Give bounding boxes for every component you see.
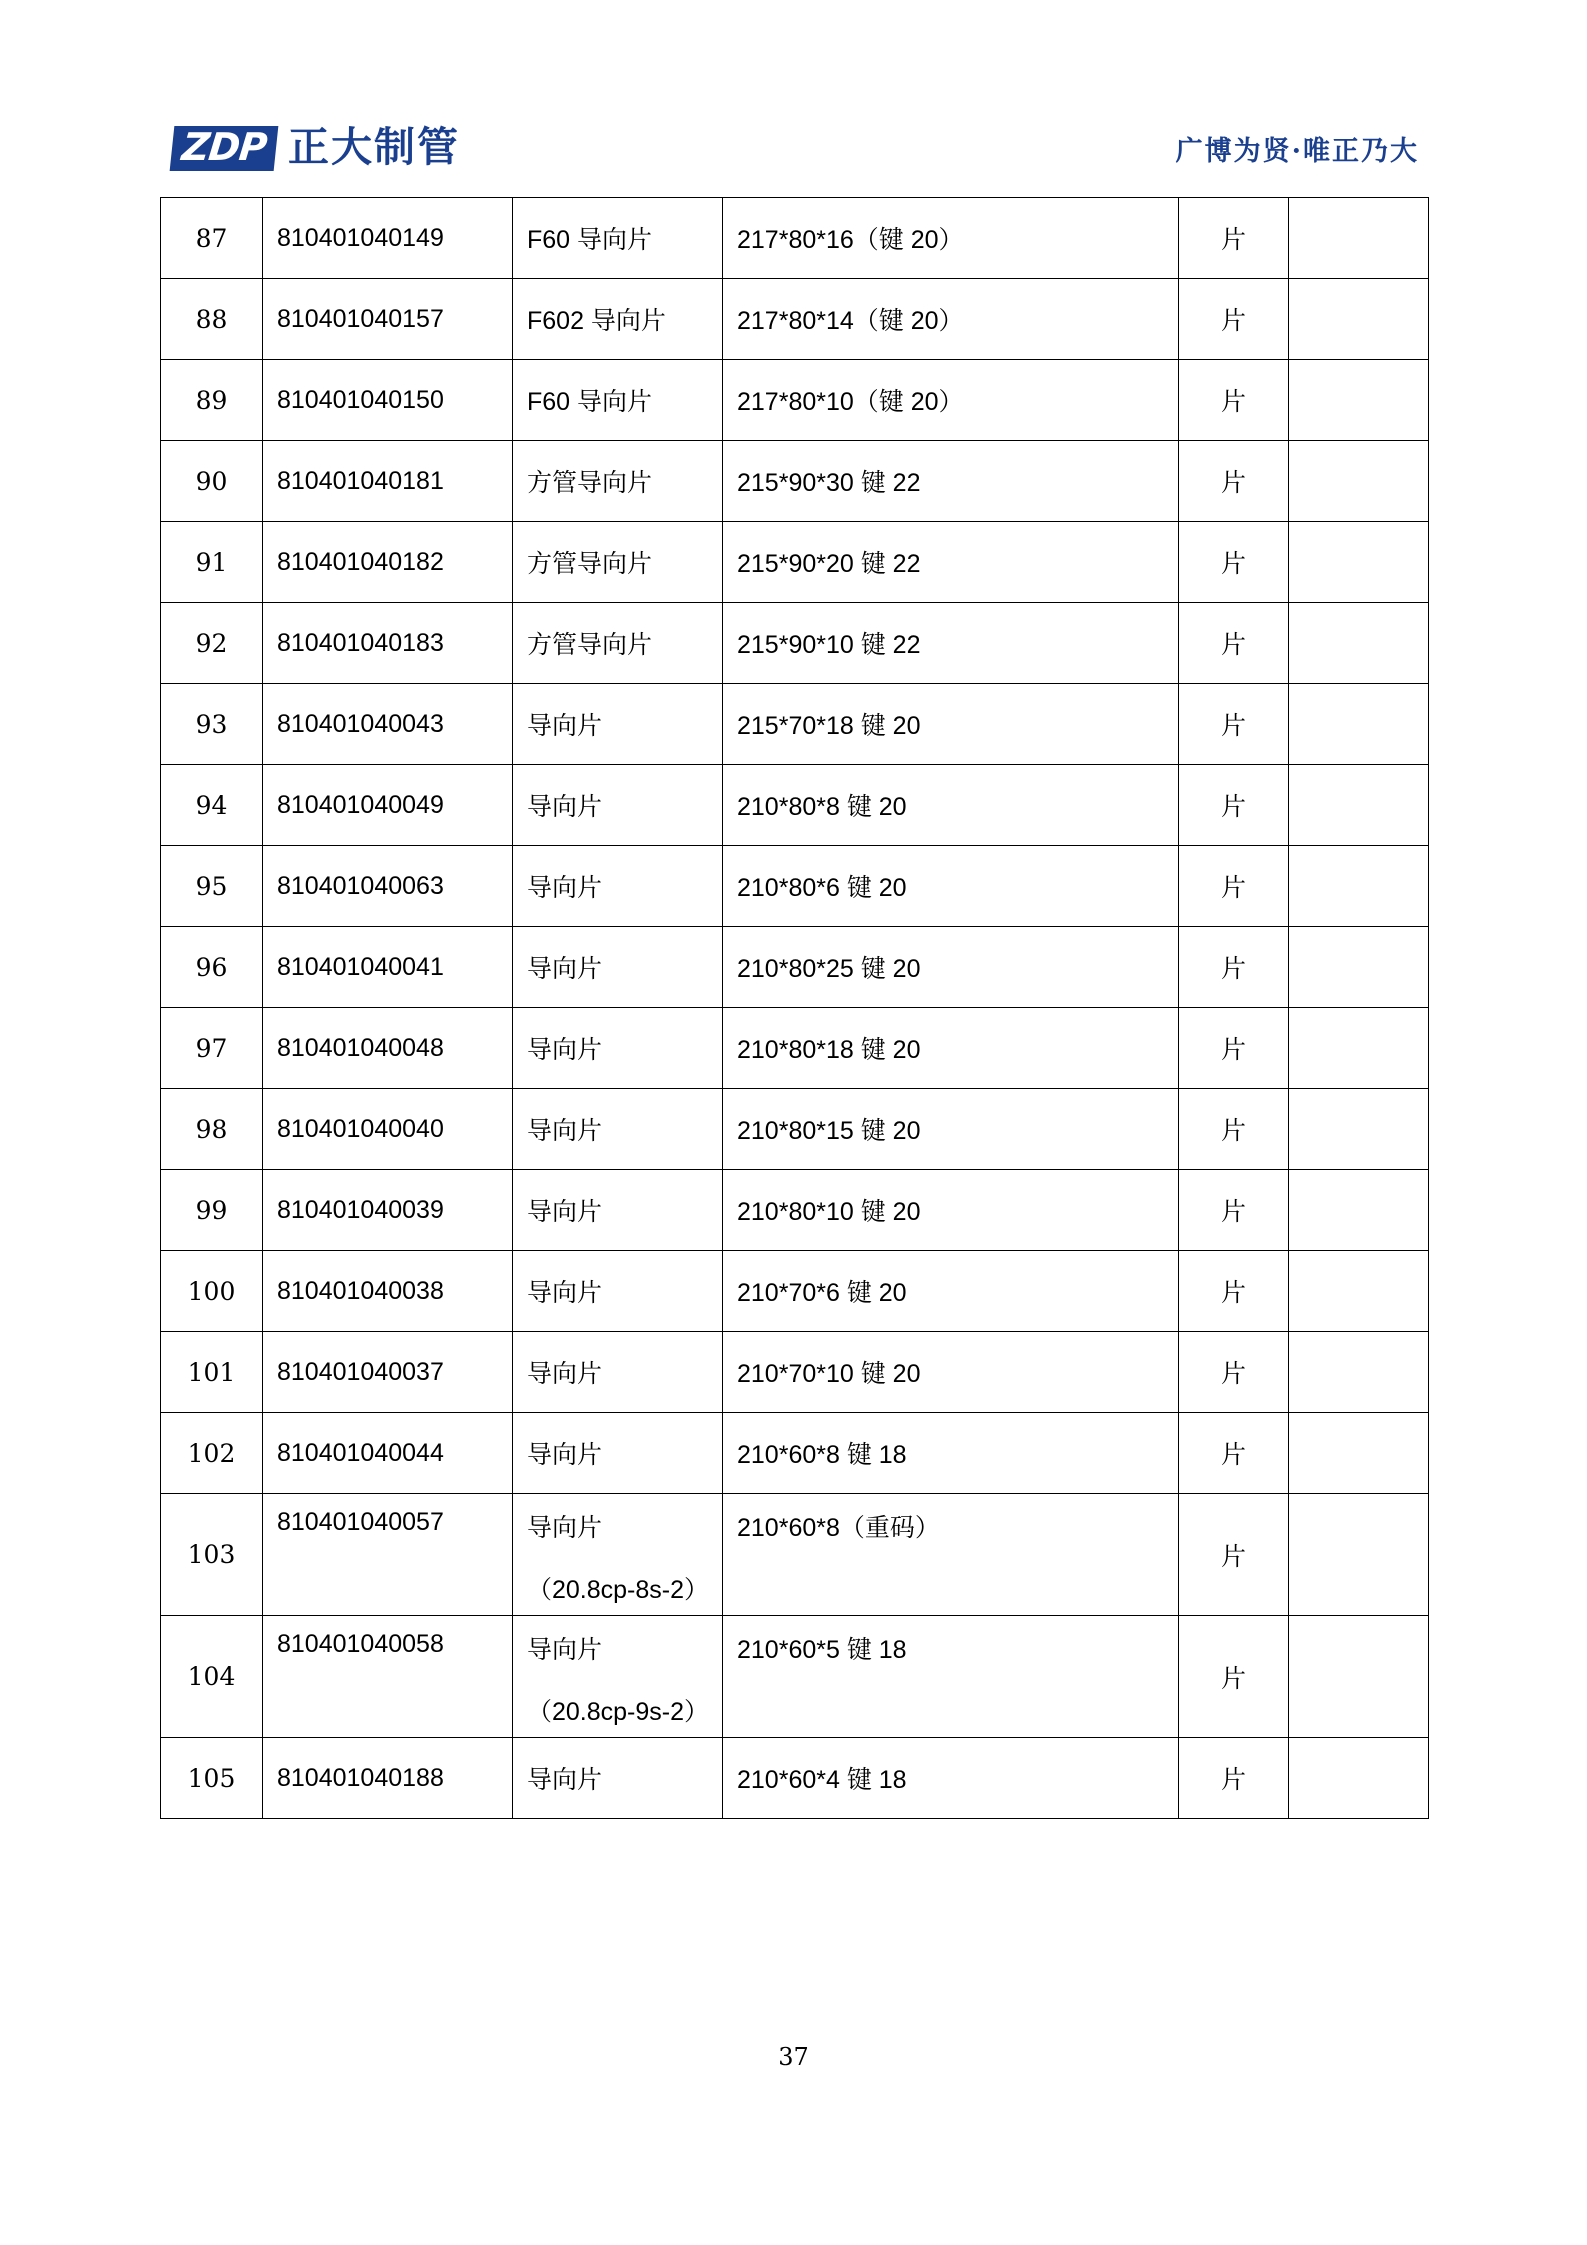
table-row: [161, 927, 1429, 1008]
cell-part-name: 导向片: [513, 1008, 723, 1089]
page-number: 37: [778, 2043, 809, 2071]
cell-part-code: 810401040044: [263, 1413, 513, 1494]
cell-note: [1289, 603, 1429, 684]
cell-index: 104: [161, 1616, 263, 1738]
cell-part-code: 810401040038: [263, 1251, 513, 1332]
cell-specification: 215*90*20 键 22: [723, 522, 1179, 603]
cell-part-code: 810401040157: [263, 279, 513, 360]
part-code-text: 810401040058: [277, 1630, 444, 1658]
cell-part-code: [263, 1494, 513, 1616]
cell-specification: 210*80*10 键 20: [723, 1170, 1179, 1251]
cell-part-name: 方管导向片: [513, 441, 723, 522]
cell-note: [1289, 1089, 1429, 1170]
cell-index: 87: [161, 198, 263, 279]
cell-specification: 210*70*6 键 20: [723, 1251, 1179, 1332]
cell-index: 103: [161, 1494, 263, 1616]
cell-specification: 217*80*16（键 20）: [723, 198, 1179, 279]
cell-unit: 片: [1179, 765, 1289, 846]
cell-part-name: [513, 1494, 723, 1616]
cell-part-code: 810401040049: [263, 765, 513, 846]
cell-part-name: 导向片: [513, 1089, 723, 1170]
cell-specification: 217*80*10（键 20）: [723, 360, 1179, 441]
cell-note: [1289, 927, 1429, 1008]
cell-unit: 片: [1179, 1332, 1289, 1413]
table-row: [161, 1332, 1429, 1413]
table-row: [161, 1616, 1429, 1738]
table-row: [161, 1413, 1429, 1494]
table-row: [161, 1494, 1429, 1616]
cell-part-name: F60 导向片: [513, 198, 723, 279]
cell-unit: 片: [1179, 360, 1289, 441]
cell-note: [1289, 1251, 1429, 1332]
cell-index: 90: [161, 441, 263, 522]
cell-part-code: [263, 1616, 513, 1738]
table-row: [161, 603, 1429, 684]
cell-part-code: 810401040040: [263, 1089, 513, 1170]
table-row: [161, 198, 1429, 279]
cell-index: 96: [161, 927, 263, 1008]
cell-specification: 210*70*10 键 20: [723, 1332, 1179, 1413]
cell-part-name: 导向片: [513, 1332, 723, 1413]
cell-part-code: 810401040041: [263, 927, 513, 1008]
cell-note: [1289, 441, 1429, 522]
cell-unit: 片: [1179, 198, 1289, 279]
cell-unit: 片: [1179, 1413, 1289, 1494]
parts-table-body: [161, 198, 1429, 1819]
cell-index: 99: [161, 1170, 263, 1251]
cell-part-name: F60 导向片: [513, 360, 723, 441]
table-row: [161, 846, 1429, 927]
parts-table: [160, 197, 1429, 1819]
cell-index: 88: [161, 279, 263, 360]
cell-part-name: 导向片: [513, 1251, 723, 1332]
table-row: [161, 1089, 1429, 1170]
cell-part-code: 810401040039: [263, 1170, 513, 1251]
table-row: [161, 360, 1429, 441]
cell-part-name: F602 导向片: [513, 279, 723, 360]
cell-unit: 片: [1179, 279, 1289, 360]
table-row: [161, 1251, 1429, 1332]
cell-part-code: 810401040048: [263, 1008, 513, 1089]
cell-specification: 210*80*6 键 20: [723, 846, 1179, 927]
cell-part-code: 810401040043: [263, 684, 513, 765]
cell-specification: 217*80*14（键 20）: [723, 279, 1179, 360]
cell-specification: 215*90*30 键 22: [723, 441, 1179, 522]
cell-part-name: 方管导向片: [513, 522, 723, 603]
table-row: [161, 279, 1429, 360]
cell-part-name: 导向片: [513, 684, 723, 765]
part-code-text: 810401040057: [277, 1508, 444, 1536]
cell-unit: 片: [1179, 927, 1289, 1008]
cell-unit: 片: [1179, 846, 1289, 927]
cell-specification: 215*70*18 键 20: [723, 684, 1179, 765]
table-row: [161, 1170, 1429, 1251]
cell-unit: 片: [1179, 1008, 1289, 1089]
cell-index: 93: [161, 684, 263, 765]
cell-specification: 210*60*4 键 18: [723, 1738, 1179, 1819]
cell-unit: 片: [1179, 522, 1289, 603]
part-name-text: 导向片: [527, 1514, 603, 1542]
company-logo: [172, 123, 460, 172]
cell-unit: 片: [1179, 441, 1289, 522]
cell-specification: 210*80*15 键 20: [723, 1089, 1179, 1170]
cell-index: 94: [161, 765, 263, 846]
cell-part-name: 方管导向片: [513, 603, 723, 684]
cell-part-code: 810401040037: [263, 1332, 513, 1413]
cell-part-code: 810401040149: [263, 198, 513, 279]
cell-index: 102: [161, 1413, 263, 1494]
cell-part-name: 导向片: [513, 927, 723, 1008]
cell-unit: 片: [1179, 1738, 1289, 1819]
cell-note: [1289, 1332, 1429, 1413]
cell-specification: 210*80*18 键 20: [723, 1008, 1179, 1089]
cell-unit: 片: [1179, 1170, 1289, 1251]
part-name-subtext: （20.8cp-8s-2）: [527, 1576, 710, 1604]
cell-index: 100: [161, 1251, 263, 1332]
cell-specification: 210*80*8 键 20: [723, 765, 1179, 846]
cell-note: [1289, 846, 1429, 927]
cell-note: [1289, 765, 1429, 846]
cell-note: [1289, 1413, 1429, 1494]
cell-part-code: 810401040188: [263, 1738, 513, 1819]
cell-note: [1289, 522, 1429, 603]
cell-part-code: 810401040150: [263, 360, 513, 441]
specification-text: 210*60*5 键 18: [737, 1636, 907, 1664]
table-row: [161, 765, 1429, 846]
cell-specification: 210*80*25 键 20: [723, 927, 1179, 1008]
cell-index: 92: [161, 603, 263, 684]
cell-part-name: 导向片: [513, 1170, 723, 1251]
cell-note: [1289, 1738, 1429, 1819]
cell-specification: [723, 1616, 1179, 1738]
cell-index: 98: [161, 1089, 263, 1170]
table-row: [161, 441, 1429, 522]
cell-index: 97: [161, 1008, 263, 1089]
cell-part-name: [513, 1616, 723, 1738]
cell-part-name: 导向片: [513, 1413, 723, 1494]
cell-part-code: 810401040181: [263, 441, 513, 522]
cell-note: [1289, 279, 1429, 360]
cell-index: 89: [161, 360, 263, 441]
table-row: [161, 1008, 1429, 1089]
cell-index: 91: [161, 522, 263, 603]
cell-part-name: 导向片: [513, 846, 723, 927]
cell-part-code: 810401040183: [263, 603, 513, 684]
cell-unit: 片: [1179, 603, 1289, 684]
cell-note: [1289, 360, 1429, 441]
table-row: [161, 1738, 1429, 1819]
cell-unit: 片: [1179, 1251, 1289, 1332]
cell-part-name: 导向片: [513, 765, 723, 846]
cell-specification: 210*60*8 键 18: [723, 1413, 1179, 1494]
table-row: [161, 684, 1429, 765]
cell-specification: [723, 1494, 1179, 1616]
company-slogan: 广博为贤·唯正乃大: [1175, 135, 1419, 167]
page-header: [172, 118, 1419, 178]
table-row: [161, 522, 1429, 603]
cell-specification: 215*90*10 键 22: [723, 603, 1179, 684]
part-name-text: 导向片: [527, 1636, 603, 1664]
cell-part-name: 导向片: [513, 1738, 723, 1819]
part-name-subtext: （20.8cp-9s-2）: [527, 1698, 710, 1726]
cell-index: 101: [161, 1332, 263, 1413]
cell-index: 105: [161, 1738, 263, 1819]
logo-mark-zdp: ZDP: [170, 126, 279, 171]
cell-index: 95: [161, 846, 263, 927]
cell-note: [1289, 1170, 1429, 1251]
company-name: 正大制管: [287, 123, 460, 172]
cell-unit: 片: [1179, 1089, 1289, 1170]
cell-note: [1289, 684, 1429, 765]
cell-part-code: 810401040182: [263, 522, 513, 603]
cell-note: [1289, 198, 1429, 279]
cell-note: [1289, 1616, 1429, 1738]
cell-note: [1289, 1008, 1429, 1089]
cell-unit: 片: [1179, 684, 1289, 765]
specification-text: 210*60*8（重码）: [737, 1514, 940, 1542]
cell-unit: 片: [1179, 1616, 1289, 1738]
cell-part-code: 810401040063: [263, 846, 513, 927]
cell-note: [1289, 1494, 1429, 1616]
cell-unit: 片: [1179, 1494, 1289, 1616]
